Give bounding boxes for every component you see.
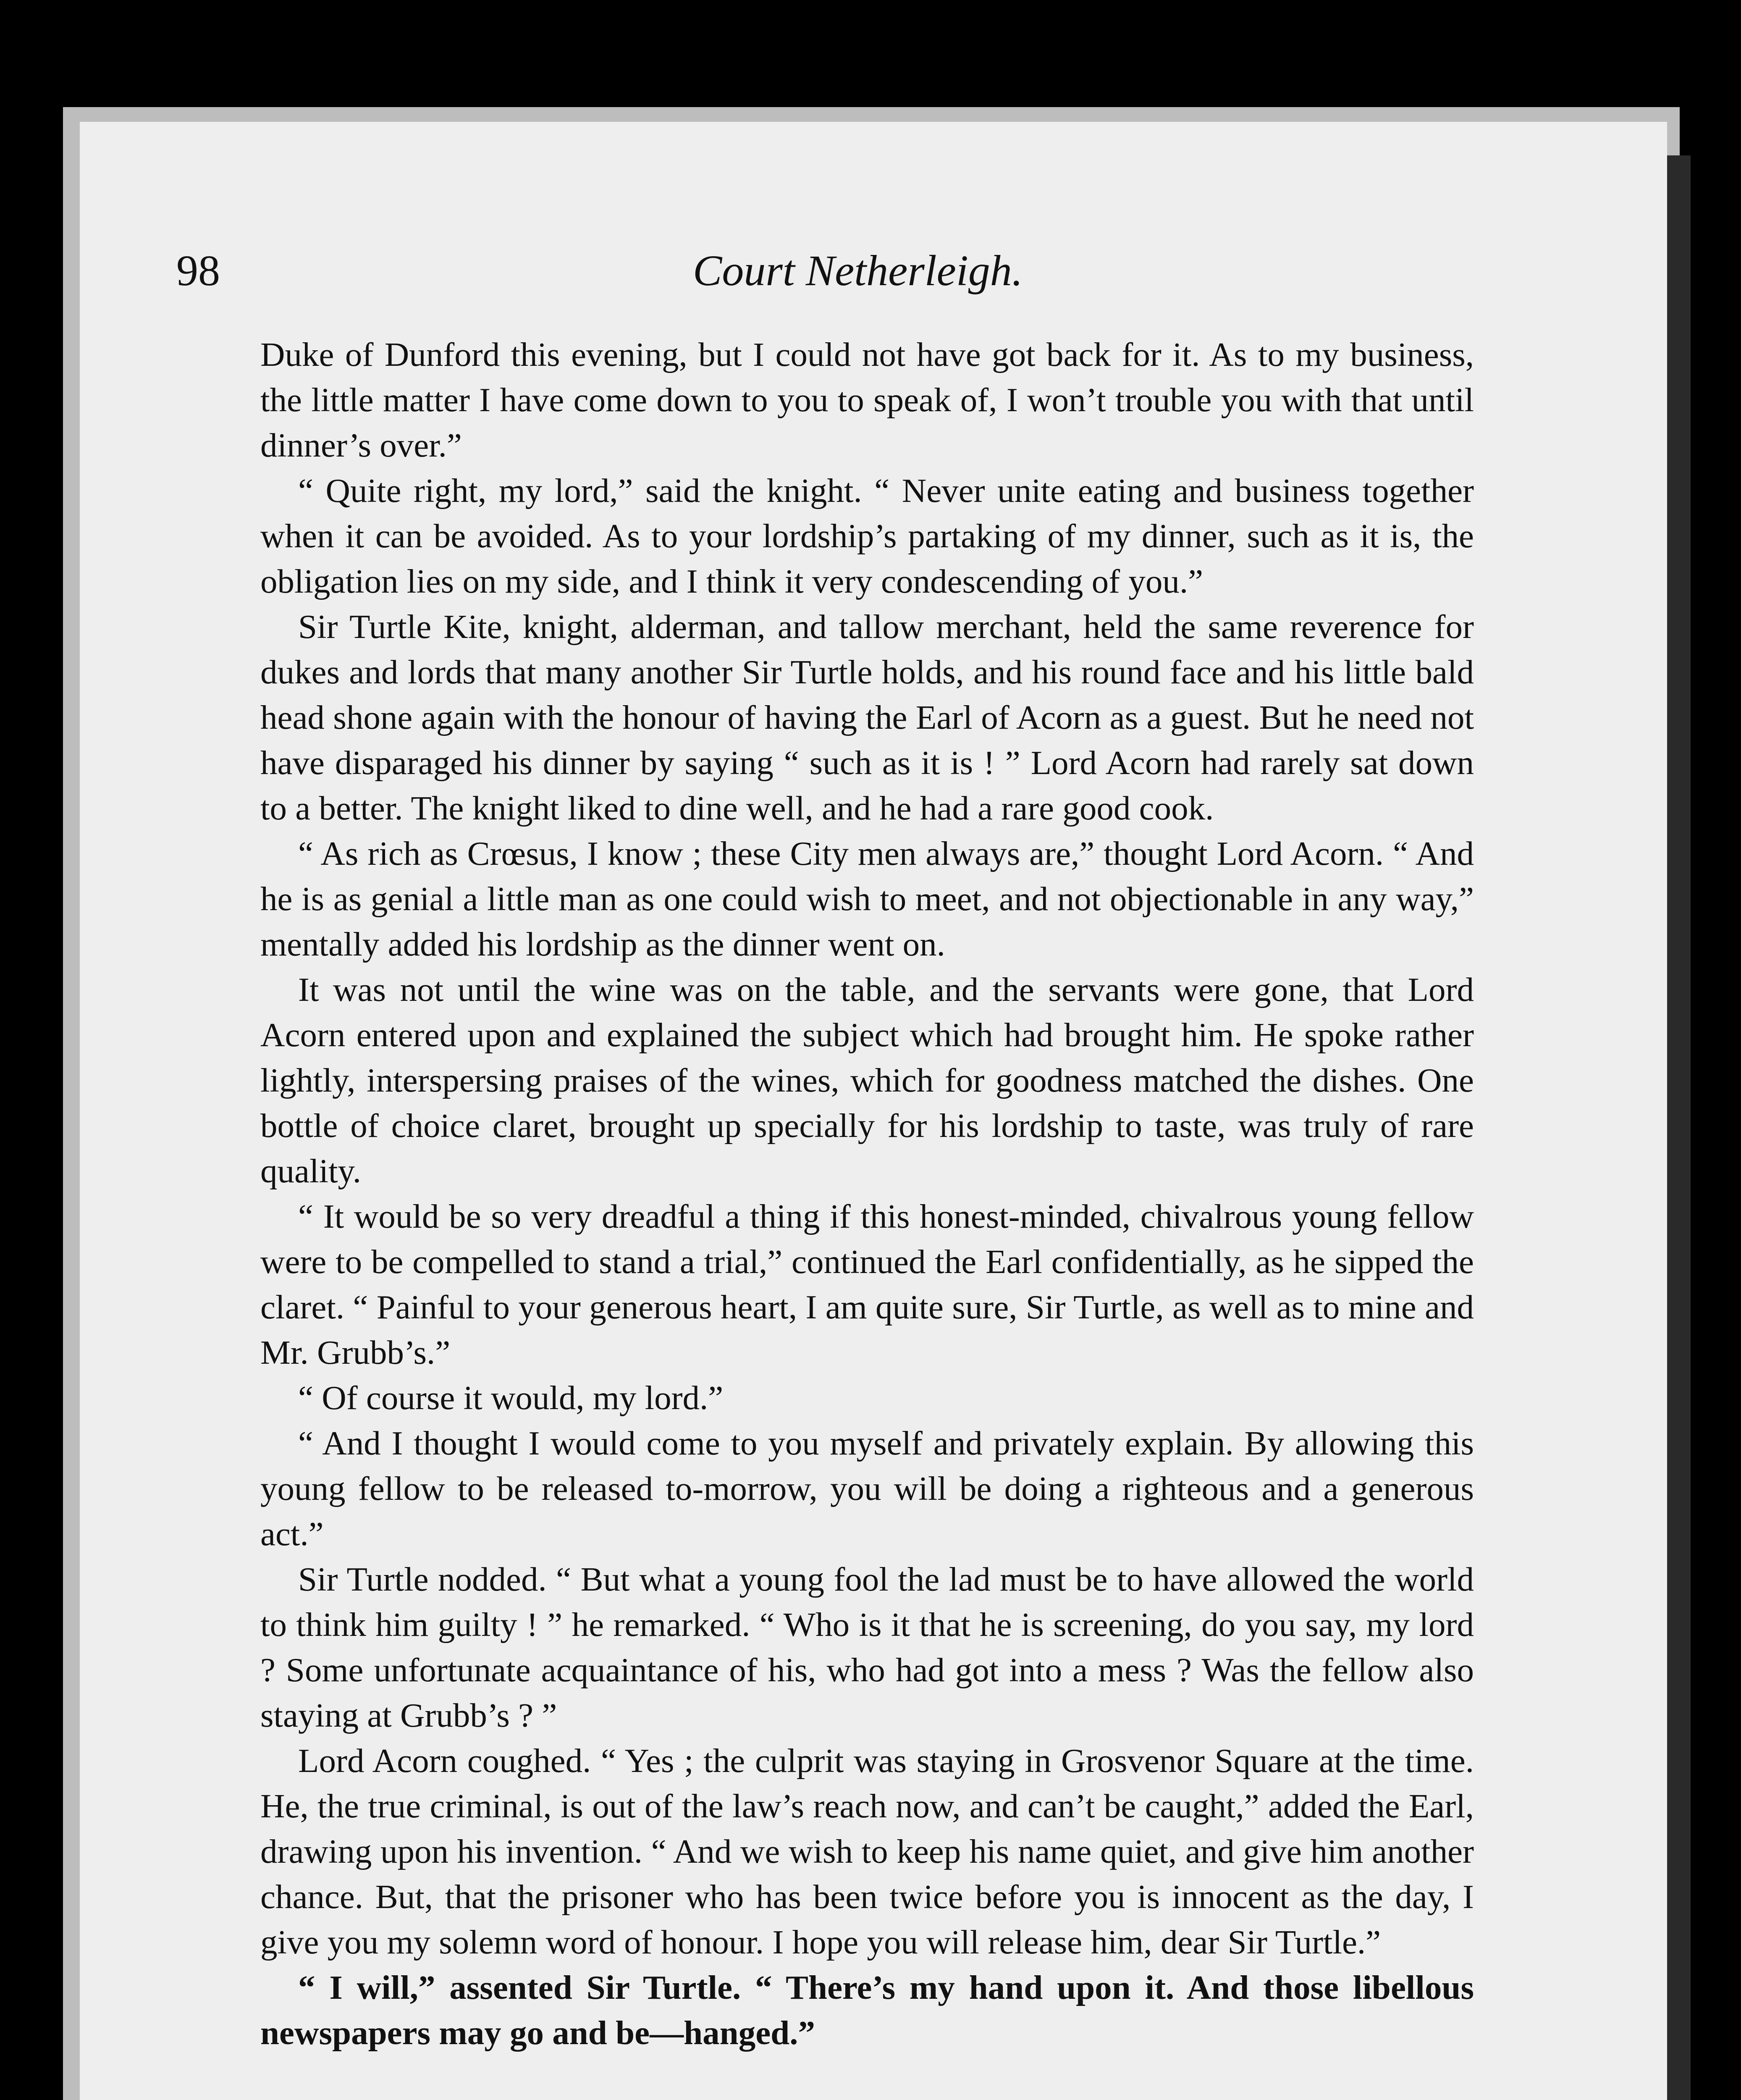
paragraph: Sir Turtle Kite, knight, alderman, and tallow merchant, held the same reverence for dukes and lords that many another Sir Turtle holds, and his round face and his little bald head shone again with the honour of having the Earl of Acorn as a guest. But he need not have disparaged his dinner by saying “ such as it is ! ” Lord Acorn had rarely sat down to a better. The knight liked to dine well, and he had a rare good cook.	[260, 608, 1474, 827]
paragraph: It was not until the wine was on the table, and the servants were gone, that Lord Acorn entered upon and explained the subject which had brought him. He spoke rather lightly, interspersing praises of the wines, which for goodness matched the dishes. One bottle of choice claret, brought up specially for his lordship to taste, was truly of rare quality.	[260, 971, 1474, 1190]
paragraph: “ And I thought I would come to you myself and privately explain. By allowing this young fellow to be released to-morrow, you will be doing a righteous and a generous act.”	[260, 1424, 1474, 1553]
page-number: 98	[176, 247, 220, 295]
paragraph: “ Quite right, my lord,” said the knight. “ Never unite eating and business together when it can be avoided. As to your lordship’s partaking of my dinner, such as it is, the obligation lies on my side, and I think it very condescending of you.”	[260, 472, 1474, 600]
paragraph: “ I will,” assented Sir Turtle. “ There’s my hand upon it. And those libellous newspapers may go and be—hanged.”	[260, 1969, 1474, 2052]
paragraph: “ Of course it would, my lord.”	[298, 1379, 724, 1417]
running-title: Court Netherleigh.	[693, 247, 1023, 295]
paragraph: Lord Acorn coughed. “ Yes ; the culprit was staying in Grosvenor Square at the time. He, the true criminal, is out of the law’s reach now, and can’t be caught,” added the Earl, drawing upon his invention. “ And we wish to keep his name quiet, and give him another chance. But, that the prisoner who has been twice before you is innocent as the day, I give you my solemn word of honour. I hope you will release him, dear Sir Turtle.”	[260, 1742, 1474, 1961]
paragraph: Duke of Dunford this evening, but I could not have got back for it. As to my business, the little matter I have come down to you to speak of, I won’t trouble you with that until dinner’s over.”	[260, 336, 1474, 464]
paragraph: Sir Turtle nodded. “ But what a young fool the lad must be to have allowed the world to think him guilty ! ” he remarked. “ Who is it that he is screening, do you say, my lord ? Some unfortunate acquaintance of his, who had got into a mess ? Was the fellow also staying at Grubb’s ? ”	[260, 1560, 1474, 1734]
paragraph: “ As rich as Crœsus, I know ; these City men always are,” thought Lord Acorn. “ And he is as genial a little man as one could wish to meet, and not objectionable in any way,” mentally added his lordship as the dinner went on.	[260, 835, 1474, 963]
body-text	[260, 332, 1474, 2055]
paragraph: “ It would be so very dreadful a thing if this honest-minded, chivalrous young fellow were to be compelled to stand a trial,” continued the Earl confidentially, as he sipped the claret. “ Painful to your generous heart, I am quite sure, Sir Turtle, as well as to mine and Mr. Grubb’s.”	[260, 1197, 1474, 1371]
page-header	[176, 246, 1482, 304]
